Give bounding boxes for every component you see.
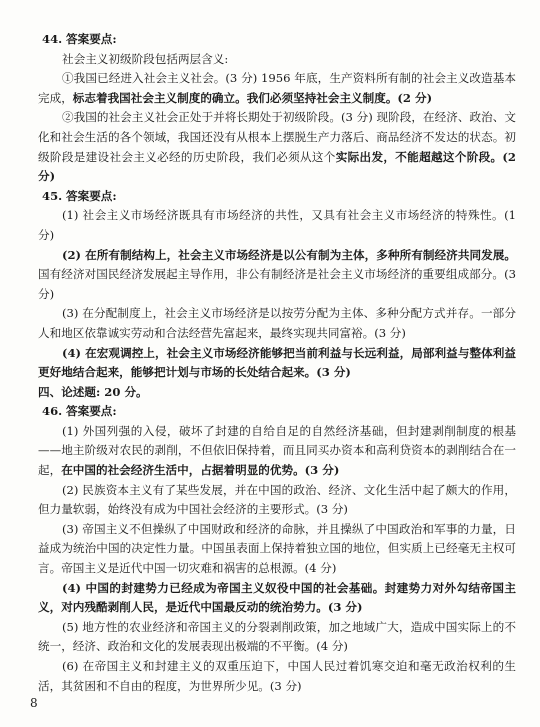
q45-point-1: (1) 社会主义市场经济既具有市场经济的共性，又具有社会主义市场经济的特殊性。(1 分) [38,208,516,242]
q44-point-2-b: 实际出发，不能超越这个阶段。(2 分) [38,149,516,184]
q44-point-1-a: ①我国已经进入社会主义社会。(3 分) 1956 年底，生产资料所有制的社会主义改造基本完成， [38,71,516,105]
q46-point-6: (6) 在帝国主义和封建主义的双重压迫下，中国人民过着饥寒交迫和毫无政治权利的生活，其贫困和不自由的程度，为世界所少见。(3 分) [38,659,516,693]
q45-point-2-a: (2) 在所有制结构上，社会主义市场经济是以公有制为主体，多种所有制经济共同发展。 [62,247,516,262]
q45-number: 45. [42,188,63,203]
q45-point-3: (3) 在分配制度上，社会主义市场经济是以按劳分配为主体、多种分配方式并存。一部分人和地区依靠诚实劳动和合法经营先富起来，最终实现共同富裕。(3 分) [38,306,516,340]
q45-point-2-c: (3 分) [38,267,516,301]
q44-head-label: 答案要点: [66,32,117,46]
q46-point-1-b: 在中国的社会经济生活中，占据着明显的优势。(3 分) [61,463,340,478]
q45-heading [42,187,516,207]
q45-head-label: 答案要点: [66,188,117,203]
q46-heading [42,402,516,422]
q44-point-1-b: 标志着我国社会主义制度的确立。我们必须坚持社会主义制度。(2 分) [72,90,433,105]
q44-intro: 社会主义初级阶段包括两层含义: [62,51,229,66]
q44-point-2-a: ②我国的社会主义社会正处于并将长期处于初级阶段。(3 分) 现阶段，在经济、政治、文化和社会生活的各个领域，我国还没有从根本上摆脱生产力落后、商品经济不发达的状态。初级阶段是建设社会主义必经的历史阶段，我们必须从这个 [38,110,516,164]
q46-number: 46. [42,404,63,419]
q46-point-1 [38,422,516,481]
q46-point-1-a: (1) 外国列强的入侵，破坏了封建的自给自足的自然经济基础，但封建剥削制度的根基——地主阶级对农民的剥削，不但依旧保持着，而且同买办资本和高利贷资本的剥削结合在一起， [38,423,516,478]
q44-point-1 [38,69,516,108]
q46-point-3: (3) 帝国主义不但操纵了中国财政和经济的命脉，并且操纵了中国政治和军事的力量，日益成为统治中国的决定性力量。中国虽表面上保持着独立国的地位，但实质上已经毫无主权可言。帝国主义是近代中国一切灾难和祸害的总根源。(4 分) [38,521,516,576]
q44-number: 44. [42,32,63,46]
page-number: 8 [30,696,38,710]
q46-point-4: (4) 中国的封建势力已经成为帝国主义奴役中国的社会基础。封建势力对外勾结帝国主义，对内残酷剥削人民，是近代中国最反动的统治势力。(3 分) [38,580,516,615]
q45-point-4: (4) 在宏观调控上，社会主义市场经济能够把当前利益与长远利益，局部利益与整体利益更好地结合起来，能够把计划与市场的长处结合起来。(3 分) [38,345,516,380]
answer-content [38,30,516,696]
q46-point-2: (2) 民族资本主义有了某些发展，并在中国的政治、经济、文化生活中起了颇大的作用，但力量软弱，始终没有成为中国社会经济的主要形式。(3 分) [38,482,516,517]
q45-point-2-b: 国有经济对国民经济发展起主导作用，非公有制经济是社会主义市场经济的重要组成部分。 [38,267,505,282]
section-4-heading: 四、论述题: 20 分。 [38,384,148,399]
q46-point-5: (5) 地方性的农业经济和帝国主义的分裂剥削政策，加之地域广大，造成中国实际上的不统一，经济、政治和文化的发展表现出极端的不平衡。(4 分) [38,619,516,654]
q46-head-label: 答案要点: [66,404,117,419]
q44-heading [42,30,516,50]
q45-point-2 [38,246,516,305]
q44-point-2 [38,108,516,186]
